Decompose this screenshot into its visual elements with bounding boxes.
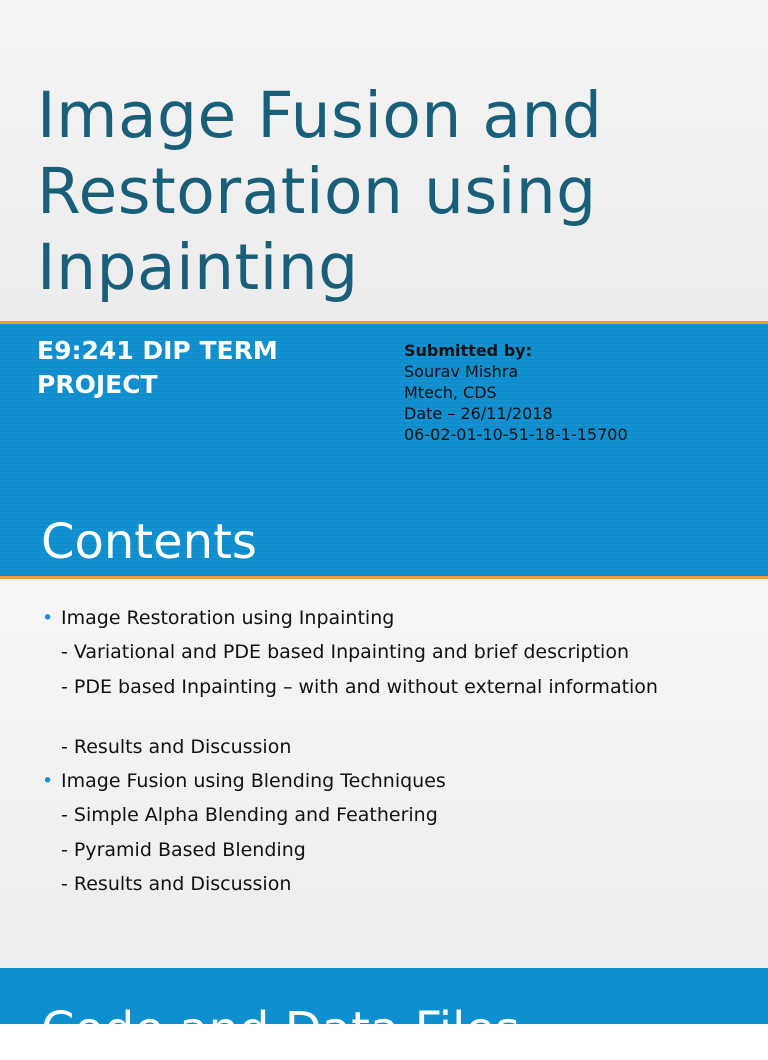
course-title bbox=[37, 334, 357, 402]
slide-title-line: Restoration using bbox=[37, 155, 597, 228]
list-item-text: - Results and Discussion bbox=[61, 736, 292, 758]
student-id: 06-02-01-10-51-18-1-15700 bbox=[404, 425, 628, 444]
list-item-text: - Variational and PDE based Inpainting and brief description bbox=[61, 641, 629, 663]
list-item-text: - Simple Alpha Blending and Feathering bbox=[61, 804, 438, 826]
author-name: Sourav Mishra bbox=[404, 362, 519, 381]
submission-date: Date – 26/11/2018 bbox=[404, 404, 553, 423]
list-item-text: Image Fusion using Blending Techniques bbox=[61, 770, 446, 792]
list-item-text: - PDE based Inpainting – with and without external information bbox=[61, 676, 658, 698]
slide-title-line: Image Fusion and bbox=[37, 79, 603, 152]
submission-details bbox=[404, 340, 764, 445]
list-item bbox=[42, 606, 741, 631]
list-item bbox=[61, 640, 741, 665]
list-item-text: - Results and Discussion bbox=[61, 873, 292, 895]
list-item bbox=[61, 838, 741, 863]
submitted-by-label: Submitted by: bbox=[404, 341, 532, 360]
list-item-text: Image Restoration using Inpainting bbox=[61, 607, 395, 629]
slide-title bbox=[37, 78, 757, 306]
list-item bbox=[61, 675, 661, 700]
bullet-icon: • bbox=[42, 607, 54, 629]
list-item bbox=[61, 872, 741, 897]
list-item bbox=[61, 735, 741, 760]
bullet-icon: • bbox=[42, 770, 54, 792]
list-item bbox=[61, 803, 741, 828]
slide-title-line: Inpainting bbox=[37, 231, 359, 304]
author-program: Mtech, CDS bbox=[404, 383, 497, 402]
contents-heading: Contents bbox=[41, 514, 257, 570]
course-title-line: E9:241 DIP TERM bbox=[37, 336, 278, 365]
list-item bbox=[42, 769, 741, 794]
course-title-line: PROJECT bbox=[37, 370, 158, 399]
list-item-text: - Pyramid Based Blending bbox=[61, 839, 306, 861]
next-slide-heading: Code and Data Files bbox=[41, 1002, 520, 1058]
